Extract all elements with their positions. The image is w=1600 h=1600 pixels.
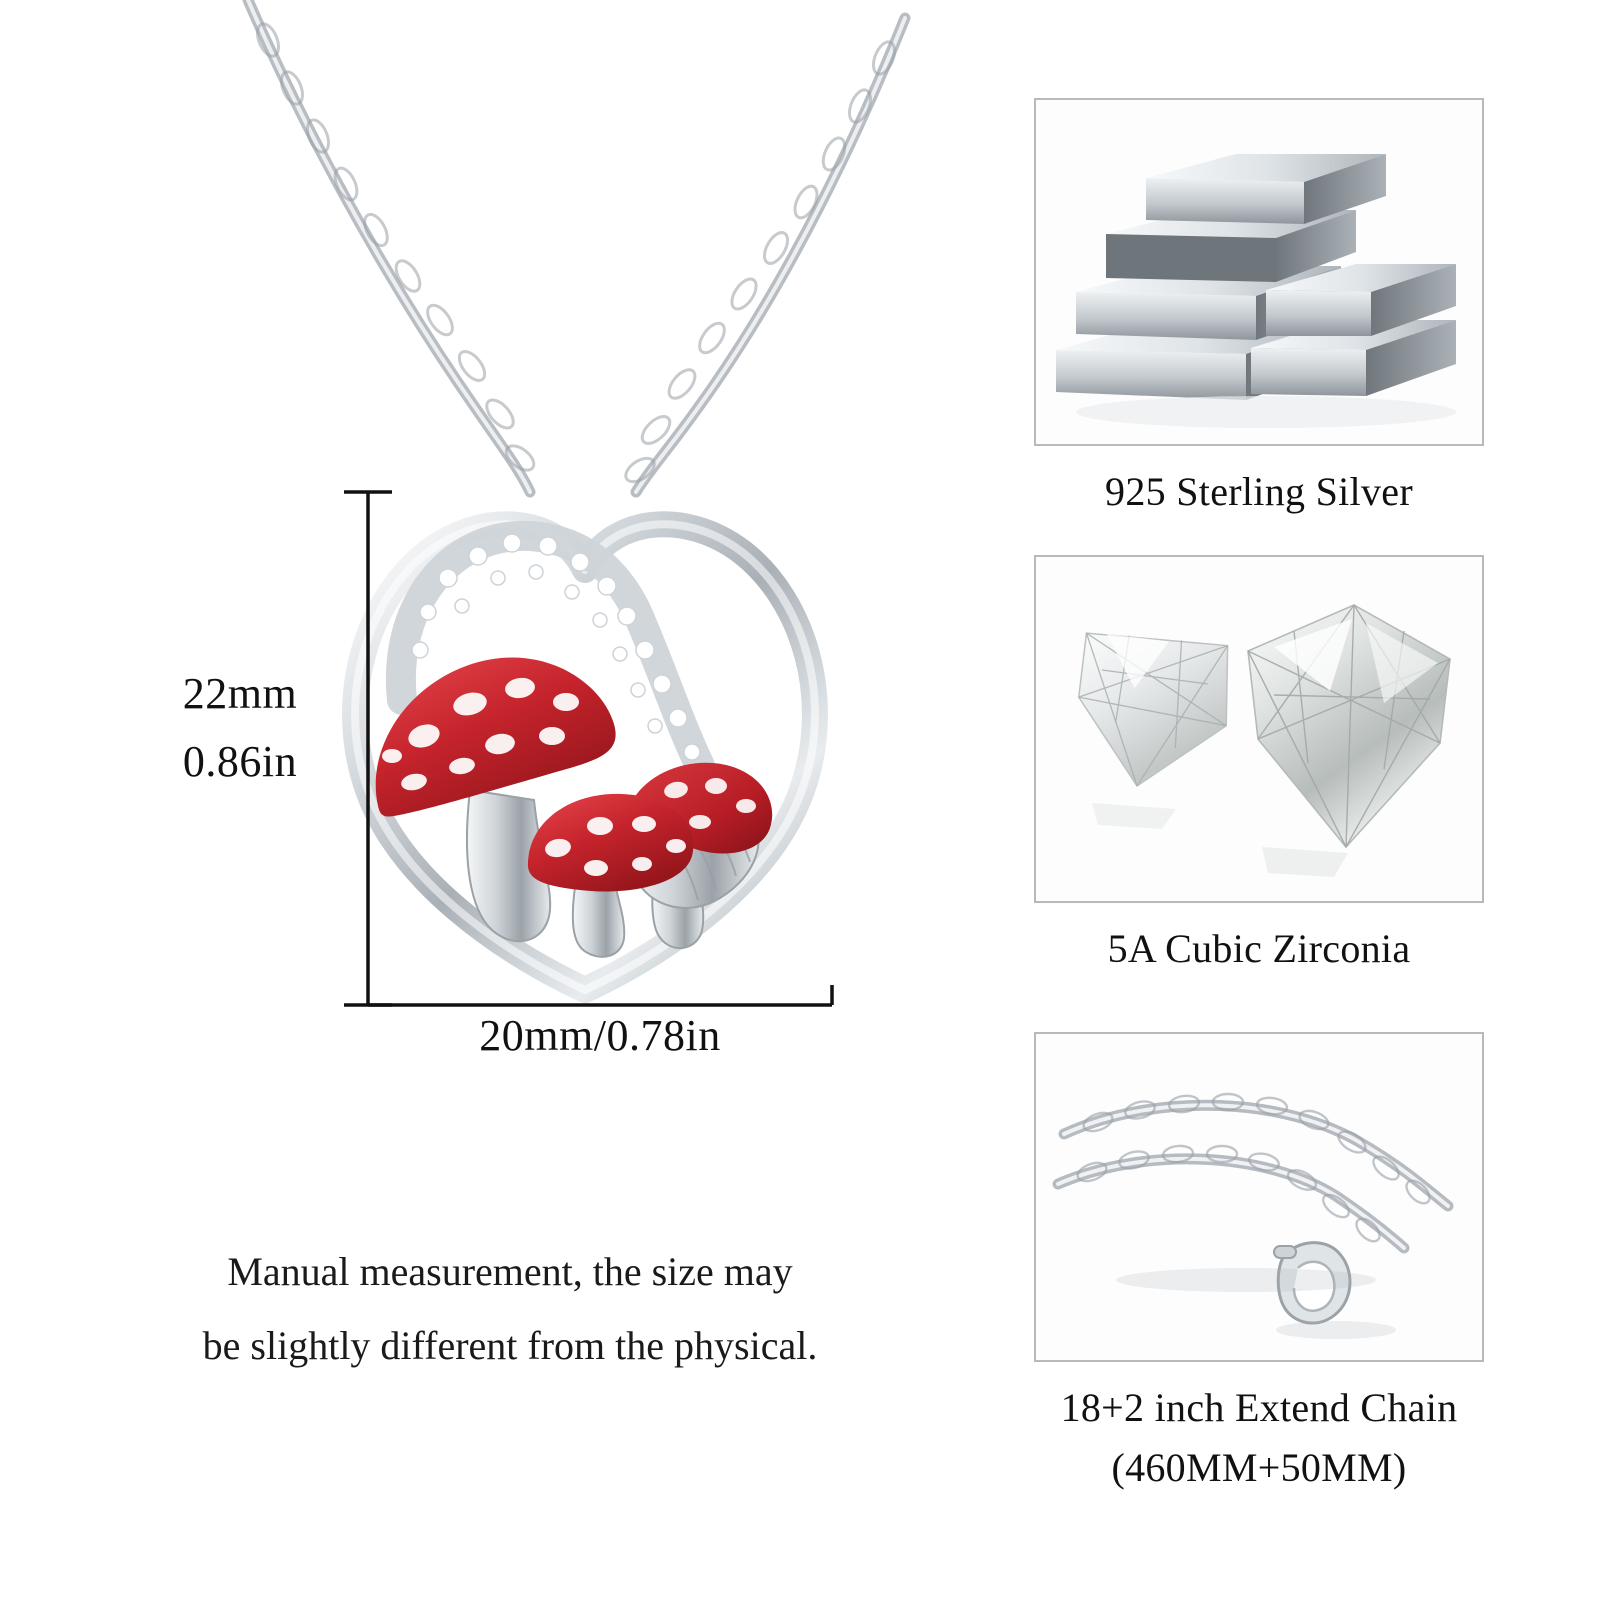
silver-bars-image bbox=[1034, 98, 1484, 446]
features-panel bbox=[1020, 0, 1600, 1600]
pendant-height-label bbox=[140, 660, 340, 796]
cubic-zirconia-image bbox=[1034, 555, 1484, 903]
necklace-image bbox=[0, 0, 1010, 1060]
feature-cubic-zirconia bbox=[1034, 555, 1486, 979]
feature-3-caption-line-2: (460MM+50MM) bbox=[1111, 1445, 1407, 1490]
necklace-illustration bbox=[0, 0, 1010, 1060]
feature-3-caption-line-1: 18+2 inch Extend Chain bbox=[1060, 1385, 1458, 1430]
disclaimer-line-2: be slightly different from the physical. bbox=[202, 1323, 818, 1368]
feature-2-caption: 5A Cubic Zirconia bbox=[1107, 926, 1411, 971]
extend-chain-icon bbox=[1036, 1034, 1482, 1360]
chain-links-icon bbox=[253, 21, 898, 487]
disclaimer-line-1: Manual measurement, the size may bbox=[227, 1249, 793, 1294]
feature-sterling-silver bbox=[1034, 98, 1486, 522]
feature-extend-chain bbox=[1034, 1032, 1486, 1498]
feature-3-caption bbox=[979, 1378, 1539, 1498]
silver-bars-icon bbox=[1036, 100, 1482, 444]
chain-icon bbox=[248, 0, 905, 492]
extend-chain-image bbox=[1034, 1032, 1484, 1362]
pendant-width-label: 20mm/0.78in bbox=[479, 1011, 721, 1060]
feature-1-caption: 925 Sterling Silver bbox=[1105, 469, 1413, 514]
diamond-gems-icon bbox=[1036, 557, 1482, 901]
measurement-disclaimer bbox=[60, 1235, 960, 1383]
height-in: 0.86in bbox=[182, 737, 298, 787]
height-mm: 22mm bbox=[182, 669, 298, 718]
